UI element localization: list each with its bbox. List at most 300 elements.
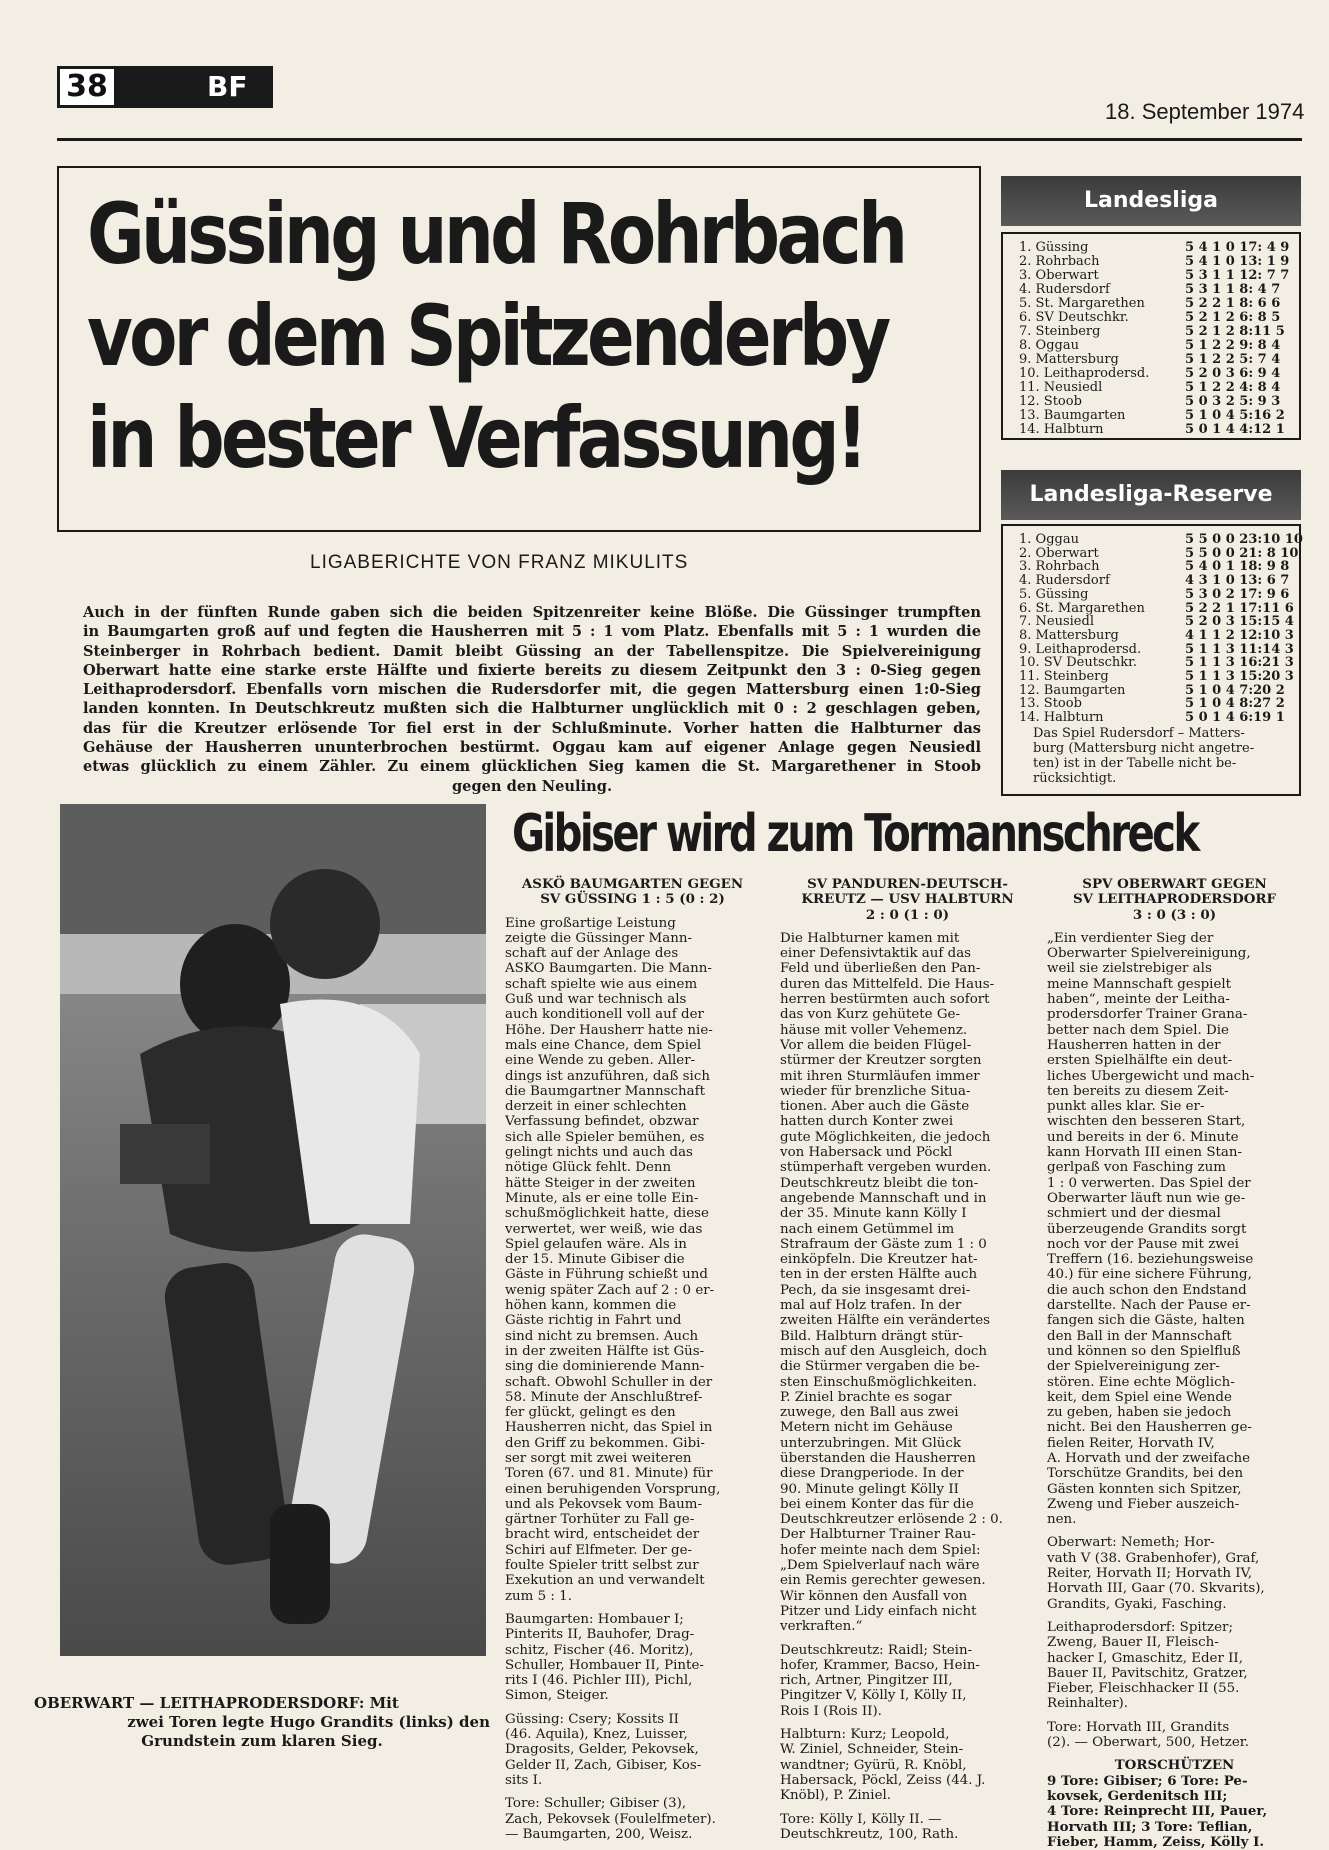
intro-line: Auch in der fünften Runde gaben sich die beiden Spitzenreiter keine Blöße. Die Güssinger trumpften [83, 604, 981, 621]
text-line: Gästen konnten sich Spitzer, [1047, 1481, 1242, 1497]
text-line: Pitzer und Lidy einfach nicht [780, 1603, 977, 1619]
text-line: Rois I (Rois II). [780, 1703, 882, 1719]
text-line: einen beruhigenden Vorsprung, [505, 1481, 721, 1497]
spacer [780, 1635, 1035, 1643]
table-note-line: ten) ist in der Tabelle nicht be- [1033, 756, 1237, 771]
match-heading: SV LEITHAPRODERSDORF [1072, 891, 1276, 908]
spacer [780, 1804, 1035, 1812]
spacer [780, 923, 1035, 931]
header-rule [57, 138, 1302, 141]
text-line: der Spielvereinigung zer- [1047, 1359, 1220, 1375]
text-line: 90. Minute gelingt Kölly II [780, 1481, 959, 1497]
text-line: von Habersack und Pöckl [780, 1145, 953, 1161]
spacer [1047, 1612, 1302, 1620]
text-line: der 35. Minute kann Kölly I [780, 1206, 967, 1222]
text-line: foulte Spieler tritt selbst zur [505, 1558, 699, 1574]
team-stats: 5 1 1 3 11:14 3 [1185, 641, 1294, 657]
text-line: eine Wende zu geben. Aller- [505, 1053, 696, 1069]
text-line: stören. Eine echte Möglich- [1047, 1374, 1235, 1390]
text-line: hatten durch Konter zwei [780, 1114, 954, 1130]
team-name: 7. Neusiedl [1019, 614, 1094, 630]
table-note-line: burg (Mattersburg nicht angetre- [1033, 741, 1255, 756]
text-line: Fieber, Fleischhacker II (55. [1047, 1681, 1240, 1697]
text-line: Der Halbturner Trainer Rau- [780, 1527, 976, 1543]
text-line: das von Kurz gehütete Ge- [780, 1007, 960, 1023]
text-line: 58. Minute der Anschlußtref- [505, 1389, 703, 1405]
team-stats: 5 3 1 1 8: 4 7 [1185, 282, 1281, 297]
text-line: und bereits in der 6. Minute [1047, 1129, 1239, 1145]
text-line: stürmer der Kreutzer sorgten [780, 1053, 982, 1069]
text-line: (46. Aquila), Knez, Luisser, [505, 1727, 688, 1743]
team-stats: 5 0 3 2 5: 9 3 [1185, 394, 1281, 409]
text-line: liches Übergewicht und mach- [1047, 1068, 1255, 1084]
team-name: 10. Leithaprodersd. [1019, 366, 1150, 381]
match-heading: SV PANDUREN-DEUTSCH- [807, 876, 1008, 892]
table-row [1019, 559, 1289, 573]
text-line: schaft auf der Anlage des [505, 946, 679, 962]
headline-box [57, 166, 981, 532]
team-name: 4. Rudersdorf [1019, 573, 1110, 589]
team-name: 2. Rohrbach [1019, 254, 1100, 269]
text-line: und können so den Spielfluß [1047, 1343, 1241, 1359]
team-stats: 5 2 1 2 6: 8 5 [1185, 310, 1281, 325]
team-stats: 5 0 1 4 6:19 1 [1185, 710, 1285, 726]
landesliga-table [1001, 232, 1301, 440]
text-line: Knöbl), P. Ziniel. [780, 1788, 892, 1804]
team-name: 7. Steinberg [1019, 324, 1101, 339]
table-row [1019, 669, 1294, 684]
text-line: schaft. Obwohl Schuller in der [505, 1374, 713, 1390]
text-line: Gäste richtig in Fahrt und [505, 1313, 682, 1329]
table-row [1019, 310, 1289, 324]
team-stats: 5 5 0 0 21: 8 10 [1185, 545, 1299, 561]
spacer [505, 1604, 760, 1612]
text-line: auch konditionell voll auf der [505, 1007, 704, 1023]
text-line: Horvath III, Gaar (70. Skvarits), [1047, 1581, 1265, 1597]
table-row [1019, 545, 1299, 561]
team-name: 13. Baumgarten [1019, 408, 1126, 423]
text-line: 1 : 0 verwerten. Das Spiel der [1047, 1175, 1251, 1191]
team-name: 13. Stoob [1019, 696, 1082, 712]
text-line: unterzubringen. Mit Glück [780, 1435, 961, 1451]
team-stats: 5 1 2 2 4: 8 4 [1185, 380, 1281, 395]
team-stats: 5 2 2 1 17:11 6 [1185, 600, 1294, 616]
text-line: Exekution an und verwandelt [505, 1573, 705, 1589]
text-line: misch auf den Ausgleich, doch [780, 1343, 988, 1359]
match-heading: KREUTZ — USV HALBTURN [801, 891, 1014, 908]
headline-line-1: Güssing und Rohrbach [87, 185, 905, 283]
article-title: Gibiser wird zum Tormannschreck [512, 804, 1198, 864]
table-row [1019, 338, 1289, 352]
text-line: Minute, als er eine tolle Ein- [505, 1190, 699, 1206]
text-line: Verfassung befindet, obzwar [505, 1114, 699, 1130]
text-line: zeigte die Güssinger Mann- [505, 930, 693, 946]
text-line: zuwege, den Ball aus zwei [780, 1405, 959, 1421]
text-line: Torschütze Grandits, bei den [1047, 1466, 1244, 1482]
text-line: Halbturn: Kurz; Leopold, [780, 1727, 950, 1743]
team-stats: 5 2 0 3 6: 9 4 [1185, 366, 1281, 381]
text-line: nach einem Getümmel im [780, 1221, 955, 1237]
text-line: fangen sich die Gäste, halten [1047, 1313, 1245, 1329]
team-stats: 5 2 0 3 15:15 4 [1185, 614, 1294, 630]
headline-line-2: vor dem Spitzenderby [87, 287, 888, 385]
report-column-deutschkreutz [780, 877, 1035, 1842]
spacer [780, 1719, 1035, 1727]
text-line: kann Horvath III einen Stan- [1047, 1145, 1243, 1161]
text-line: Deutschkreutz, 100, Rath. [780, 1826, 959, 1842]
team-stats: 5 4 0 1 18: 9 8 [1185, 559, 1290, 575]
text-line: Hausherren nicht, das Spiel in [505, 1420, 713, 1436]
caption-line-1: OBERWART — LEITHAPRODERSDORF: Mit [34, 1694, 399, 1712]
table-row [1019, 352, 1289, 366]
text-line: dings ist anzuführen, daß sich [505, 1068, 710, 1084]
text-line: Pinterits II, Bauhofer, Drag- [505, 1627, 695, 1643]
team-stats: 5 1 1 3 15:20 3 [1185, 669, 1294, 684]
page-number-block [57, 66, 273, 108]
section-label: BF [207, 70, 248, 103]
text-line: better nach dem Spiel. Die [1047, 1022, 1229, 1038]
table-row [1019, 268, 1289, 282]
match-heading: 3 : 0 (3 : 0) [1132, 906, 1217, 923]
text-line: nicht. Bei den Hausherren ge- [1047, 1420, 1252, 1436]
text-line: Tore: Horvath III, Grandits [1047, 1719, 1230, 1735]
team-stats: 5 5 0 0 23:10 10 [1185, 532, 1303, 547]
text-line: schaft spielte wie aus einem [505, 976, 698, 992]
text-line: den Ball in der Mannschaft [1047, 1328, 1232, 1344]
text-line: stümperhaft vergeben wurden. [780, 1160, 992, 1176]
text-line: prodersdorfer Trainer Grana- [1047, 1007, 1248, 1023]
text-line: Die Halbturner kamen mit [780, 930, 960, 946]
table-row [1019, 366, 1289, 380]
text-line: W. Ziniel, Schneider, Stein- [780, 1742, 964, 1758]
team-stats: 5 3 0 2 17: 9 6 [1185, 586, 1290, 602]
table-row [1019, 532, 1303, 547]
text-line: verkraften.“ [780, 1619, 863, 1635]
table-row [1019, 587, 1289, 601]
text-line: den Griff zu bekommen. Gibi- [505, 1435, 705, 1451]
text-line: vath V (38. Grabenhofer), Graf, [1047, 1550, 1260, 1566]
team-name: 14. Halbturn [1019, 710, 1104, 726]
text-line: sten Einschußmöglichkeiten. [780, 1374, 977, 1390]
text-line: diese Drangperiode. In der [780, 1466, 964, 1482]
team-name: 11. Neusiedl [1019, 380, 1103, 395]
text-line: gelingt nichts und auch das [505, 1145, 693, 1161]
table-row [1019, 655, 1294, 671]
text-line: wenig später Zach auf 2 : 0 er- [505, 1282, 715, 1298]
table-row [1019, 600, 1294, 616]
text-line: Tore: Schuller; Gibiser (3), [505, 1796, 687, 1812]
text-line: Toren (67. und 81. Minute) für [505, 1466, 713, 1482]
text-line: fielen Reiter, Horvath IV, [1047, 1435, 1215, 1451]
spacer [1047, 923, 1302, 931]
text-line: derzeit in einer schlechten [505, 1099, 687, 1115]
text-line: Wir können den Ausfall von [780, 1588, 968, 1604]
text-line: nen. [1047, 1512, 1077, 1528]
text-line: wandtner; Gyürü, R. Knöbl, [780, 1757, 967, 1773]
team-name: 3. Oberwart [1019, 268, 1099, 283]
intro-line: das für die Kreutzer erlösende Tor fiel erst in der Schlußminute. Vorher hatten die Halbturner das [83, 719, 981, 737]
intro-line: landen konnten. In Deutschkreutz mußten sich die Halbturner unglücklich mit 0 : 2 geschlagen geben, [83, 700, 981, 718]
table-row [1019, 710, 1289, 724]
table-row [1019, 296, 1289, 310]
text-line: rits I (46. Pichler III), Pichl, [505, 1673, 693, 1689]
table-row [1019, 380, 1289, 394]
text-line: Treffern (16. beziehungsweise [1047, 1252, 1254, 1268]
text-line: kovsek, Gerdenitsch III; [1047, 1788, 1228, 1804]
text-line: Gäste in Führung schießt und [505, 1267, 708, 1283]
team-name: 3. Rohrbach [1019, 559, 1100, 575]
text-line: Eine großartige Leistung [505, 915, 676, 931]
issue-date: 18. September 1974 [1105, 99, 1305, 124]
intro-paragraph [83, 603, 981, 796]
team-name: 5. Güssing [1019, 586, 1089, 602]
team-name: 9. Leithaprodersd. [1019, 641, 1142, 657]
intro-line: etwas glücklich zu einem Zähler. Zu einem glücklichen Sieg kamen die St. Margarethener in Stoob [83, 758, 981, 776]
text-line: Hausherren hatten in der [1047, 1037, 1221, 1053]
text-line: Deutschkreutzer erlösende 2 : 0. [780, 1512, 1003, 1528]
text-line: gerlpaß von Fasching zum [1047, 1160, 1226, 1176]
text-line: Deutschkreutz: Raidl; Stein- [780, 1642, 973, 1658]
team-name: 10. SV Deutschkr. [1019, 655, 1138, 671]
text-line: Tore: Kölly I, Kölly II. — [780, 1811, 942, 1827]
text-line: Spiel gelaufen wäre. Als in [505, 1236, 687, 1252]
text-line: Guß und war technisch als [505, 992, 687, 1008]
text-line: Reiter, Horvath II; Horvath IV, [1047, 1566, 1253, 1582]
text-line: Zweng und Fieber auszeich- [1047, 1496, 1240, 1512]
photo-illustration [60, 804, 486, 1656]
team-name: 14. Halbturn [1019, 422, 1104, 437]
team-name: 8. Oggau [1019, 338, 1079, 353]
text-line: Gelder II, Zach, Gibiser, Kos- [505, 1757, 702, 1773]
text-line: Pingitzer V, Kölly I, Kölly II, [780, 1688, 967, 1704]
team-stats: 5 1 1 3 16:21 3 [1185, 655, 1294, 671]
text-line: ten in der ersten Hälfte auch [780, 1267, 978, 1283]
text-line: tionen. Aber auch die Gäste [780, 1099, 970, 1115]
team-stats: 5 1 0 4 7:20 2 [1185, 682, 1285, 698]
text-line: ser sorgt mit zwei weiteren [505, 1450, 692, 1466]
team-name: 4. Rudersdorf [1019, 282, 1110, 297]
table-note-line: rücksichtigt. [1033, 771, 1117, 786]
text-line: angebende Mannschaft und in [780, 1190, 987, 1206]
table-row [1019, 641, 1294, 657]
text-line: schitz, Fischer (46. Moritz), [505, 1642, 694, 1658]
table-row [1019, 240, 1289, 254]
text-line: wieder für brenzliche Situa- [780, 1083, 971, 1099]
text-line: Pech, da sie insgesamt drei- [780, 1282, 971, 1298]
spacer [505, 1788, 760, 1796]
text-line: Höhe. Der Hausherr hatte nie- [505, 1022, 713, 1038]
text-line: die auch schon den Endstand [1047, 1282, 1247, 1298]
table-row [1019, 614, 1294, 630]
text-line: weil sie zielstrebiger als [1047, 961, 1212, 977]
text-line: Oberwart: Nemeth; Hor- [1047, 1535, 1215, 1551]
intro-line: Steinberger in Rohrbach bedient. Damit bleibt Güssing an der Tabellenspitze. Die Spielvereinigung [83, 642, 981, 660]
text-line: fer glückt, gelingt es den [505, 1405, 676, 1421]
match-heading: ASKÖ BAUMGARTEN GEGEN [521, 876, 744, 892]
team-name: 12. Baumgarten [1019, 682, 1126, 698]
text-line: Strafraum der Gäste zum 1 : 0 [780, 1236, 987, 1252]
text-line: der 15. Minute Gibiser die [505, 1252, 685, 1268]
text-line: punkt alles klar. Sie er- [1047, 1099, 1205, 1115]
text-line: „Dem Spielverlauf nach wäre [780, 1558, 980, 1574]
text-line: überzeugende Grandits sorgt [1047, 1221, 1247, 1237]
team-stats: 5 0 1 4 4:12 1 [1185, 422, 1285, 437]
caption-line-3: Grundstein zum klaren Sieg. [141, 1732, 383, 1750]
text-line: ten bereits zu diesem Zeit- [1047, 1083, 1229, 1099]
text-line: (2). — Oberwart, 500, Hetzer. [1047, 1735, 1249, 1751]
team-stats: 5 1 2 2 9: 8 4 [1185, 338, 1281, 353]
team-stats: 5 4 1 0 17: 4 9 [1185, 240, 1290, 255]
text-line: in der zweiten Hälfte ist Güs- [505, 1343, 705, 1359]
table-note-line: Das Spiel Rudersdorf – Matters- [1033, 726, 1245, 741]
text-line: wischten den besseren Start, [1047, 1114, 1246, 1130]
text-line: Reinhalter). [1047, 1696, 1128, 1712]
text-line: Feld und überließen den Pan- [780, 961, 981, 977]
landesliga-title: Landesliga [1001, 176, 1301, 226]
text-line: sich alle Spieler bemühen, es [505, 1129, 705, 1145]
text-line: Vor allem die beiden Flügel- [780, 1037, 972, 1053]
team-name: 6. St. Margarethen [1019, 600, 1145, 616]
text-line: zweiten Hälfte ein verändertes [780, 1313, 991, 1329]
text-line: schußmöglichkeit hatte, diese [505, 1206, 709, 1222]
text-line: hätte Steiger in der zweiten [505, 1175, 696, 1191]
team-stats: 5 1 0 4 8:27 2 [1185, 696, 1285, 712]
team-stats: 5 3 1 1 12: 7 7 [1185, 268, 1290, 283]
text-line: 40.) für eine sichere Führung, [1047, 1267, 1252, 1283]
text-line: Dragosits, Gelder, Pekovsek, [505, 1742, 699, 1758]
text-line: überstanden die Hausherren [780, 1450, 976, 1466]
team-name: 11. Steinberg [1019, 669, 1109, 684]
text-line: Oberwarter Spielvereinigung, [1047, 946, 1251, 962]
team-stats: 5 1 2 2 5: 7 4 [1185, 352, 1281, 367]
match-heading: 2 : 0 (1 : 0) [865, 906, 950, 923]
table-row [1019, 422, 1289, 436]
team-name: 1. Oggau [1019, 532, 1079, 547]
text-line: und als Pekovsek vom Baum- [505, 1496, 702, 1512]
text-line: bei einem Konter das für die [780, 1496, 974, 1512]
intro-line: Gehäuse der Hausherren ununterbrochen bestürmt. Oggau kam auf eigener Anlage gegen Neusiedl [83, 739, 981, 757]
byline: LIGABERICHTE VON FRANZ MIKULITS [310, 552, 689, 573]
intro-line: Oberwart hatte eine starke erste Hälfte und fixierte bereits zu diesem Zeitpunkt den 3 : 0-Sieg gegen [83, 661, 981, 679]
text-line: bracht wird, entscheidet der [505, 1527, 700, 1543]
text-line: ersten Spielhälfte ein deut- [1047, 1053, 1233, 1069]
text-line: die Baumgartner Mannschaft [505, 1083, 705, 1099]
team-stats: 5 2 2 1 8: 6 6 [1185, 296, 1281, 311]
text-line: ASKÖ Baumgarten. Die Mann- [505, 961, 712, 977]
text-line: ein Remis gerechter gewesen. [780, 1573, 986, 1589]
match-photo [60, 804, 486, 1656]
text-line: hofer meinte nach dem Spiel: [780, 1542, 981, 1558]
text-line: mals eine Chance, dem Spiel [505, 1037, 702, 1053]
reserve-title: Landesliga-Reserve [1001, 470, 1301, 520]
team-stats: 5 4 1 0 13: 1 9 [1185, 254, 1290, 269]
scorers-title: TORSCHÜTZEN [1114, 1757, 1235, 1774]
text-line: sits I. [505, 1772, 543, 1788]
table-row [1019, 254, 1289, 268]
text-line: Schuller, Hombauer II, Pinte- [505, 1657, 704, 1673]
text-line: 4 Tore: Reinprecht III, Pauer, [1047, 1804, 1268, 1820]
text-line: Schiri auf Elfmeter. Der ge- [505, 1542, 693, 1558]
text-line: häuse mit voller Vehemenz. [780, 1022, 968, 1038]
text-line: A. Horvath und der zweifache [1047, 1450, 1251, 1466]
text-line: mal auf Holz trafen. In der [780, 1298, 962, 1314]
table-row [1019, 627, 1294, 643]
text-line: herren bestürmten auch sofort [780, 992, 990, 1008]
table-row [1019, 696, 1289, 710]
headline-line-3: in bester Verfassung! [87, 389, 865, 487]
table-row [1019, 683, 1289, 697]
text-line: sind nicht zu bremsen. Auch [505, 1328, 699, 1344]
text-line: Bild. Halbturn drängt stür- [780, 1328, 963, 1344]
intro-line: in Baumgarten groß auf und fegten die Hausherren mit 5 : 1 vom Platz. Ebenfalls mit 5 : 1 wurden die [83, 623, 981, 641]
table-note [1033, 726, 1254, 786]
text-line: nötige Glück fehlt. Denn [505, 1160, 672, 1176]
text-line: schmiert und der diesmal [1047, 1206, 1221, 1222]
spacer [505, 908, 760, 916]
match-heading: SPV OBERWART GEGEN [1082, 876, 1267, 892]
table-row [1019, 324, 1289, 338]
team-stats: 4 3 1 0 13: 6 7 [1185, 573, 1290, 589]
text-line: Horvath III; 3 Tore: Teflian, [1047, 1819, 1253, 1835]
text-line: Leithaprodersdorf: Spitzer; [1047, 1619, 1233, 1635]
spacer [1047, 1712, 1302, 1720]
intro-line: gegen den Neuling. [451, 777, 613, 795]
team-name: 6. SV Deutschkr. [1019, 310, 1129, 325]
text-line: mit ihren Sturmläufen immer [780, 1068, 980, 1084]
text-line: 9 Tore: Gibiser; 6 Tore: Pe- [1047, 1773, 1248, 1789]
text-line: gute Möglichkeiten, die jedoch [780, 1129, 991, 1145]
team-stats: 5 1 0 4 5:16 2 [1185, 408, 1285, 423]
text-line: zum 5 : 1. [505, 1588, 572, 1604]
text-line: Oberwarter läuft nun wie ge- [1047, 1190, 1246, 1206]
table-row [1019, 394, 1289, 408]
text-line: Zach, Pekovsek (Foulelfmeter). [505, 1811, 716, 1827]
text-line: rich, Artner, Pingitzer III, [780, 1673, 953, 1689]
table-row [1019, 408, 1289, 422]
report-column-baumgarten [505, 877, 760, 1842]
text-line: zu geben, haben sie jedoch [1047, 1405, 1232, 1421]
text-line: Metern nicht im Gehäuse [780, 1420, 953, 1436]
text-line: Baumgarten: Hombauer I; [505, 1611, 684, 1627]
text-line: gärtner Torhüter zu Fall ge- [505, 1512, 695, 1528]
text-line: hofer, Krammer, Bacso, Hein- [780, 1657, 980, 1673]
text-line: meine Mannschaft gespielt [1047, 976, 1232, 992]
text-line: Fieber, Hamm, Zeiss, Kölly I. [1047, 1834, 1264, 1850]
match-heading: SV GÜSSING 1 : 5 (0 : 2) [540, 891, 725, 908]
spacer [505, 1704, 760, 1712]
spacer [1047, 1527, 1302, 1535]
team-name: 9. Mattersburg [1019, 352, 1119, 367]
text-line: P. Ziniel brachte es sogar [780, 1389, 952, 1405]
text-line: „Ein verdienter Sieg der [1047, 930, 1214, 946]
text-line: darstellte. Nach der Pause er- [1047, 1298, 1251, 1314]
photo-caption [34, 1694, 490, 1751]
table-row [1019, 573, 1289, 587]
text-line: noch vor der Pause mit zwei [1047, 1236, 1239, 1252]
text-line: duren das Mittelfeld. Die Haus- [780, 976, 995, 992]
team-name: 5. St. Margarethen [1019, 296, 1145, 311]
text-line: Simon, Steiger. [505, 1688, 609, 1704]
team-name: 12. Stoob [1019, 394, 1082, 409]
text-line: höhen kann, kommen die [505, 1298, 677, 1314]
text-line: Deutschkreutz bleibt die ton- [780, 1175, 979, 1191]
report-column-oberwart [1047, 877, 1302, 1850]
text-line: keit, dem Spiel eine Wende [1047, 1389, 1232, 1405]
text-line: Bauer II, Pavitschitz, Gratzer, [1047, 1665, 1248, 1681]
caption-line-2: zwei Toren legte Hugo Grandits (links) den [127, 1713, 490, 1731]
intro-line: Leithaprodersdorf. Ebenfalls vorn mischen die Rudersdorfer mit, die gegen Mattersburg einen 1:0-Sieg [83, 681, 981, 699]
text-line: Zweng, Bauer II, Fleisch- [1047, 1635, 1219, 1651]
